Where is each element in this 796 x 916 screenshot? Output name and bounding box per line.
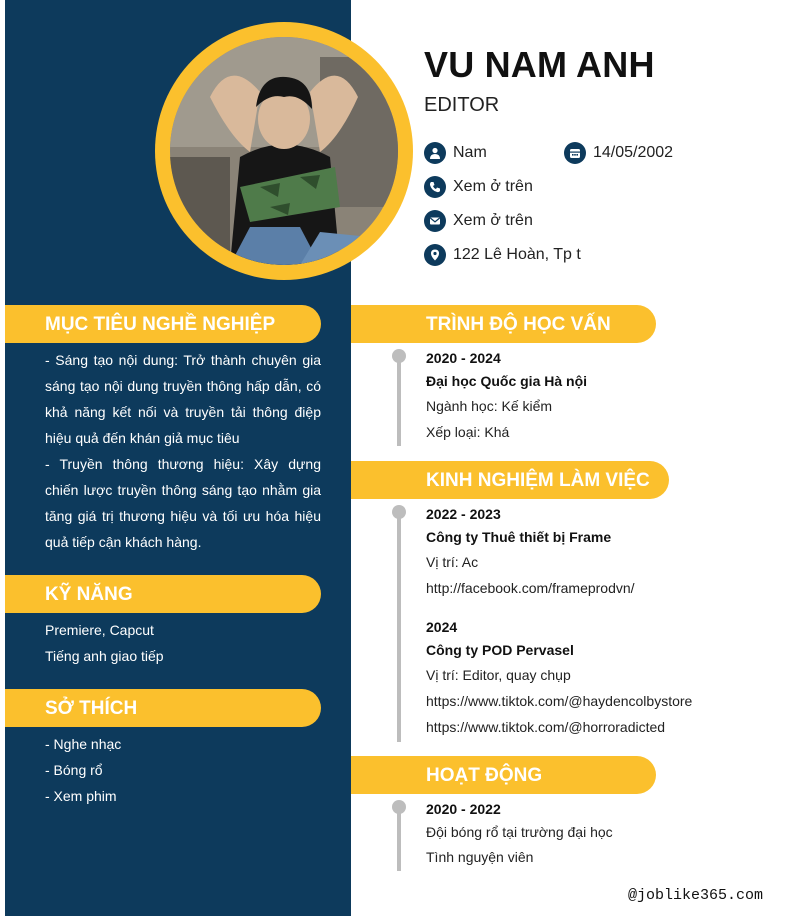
- objective-text: [45, 347, 321, 555]
- info-address: [424, 244, 581, 266]
- activity-item: Tình nguyện viên: [426, 849, 534, 865]
- hobbies-heading: SỞ THÍCH: [5, 689, 321, 727]
- candidate-name: VU NAM ANH: [424, 44, 655, 85]
- watermark: @joblike365.com: [628, 887, 764, 904]
- skill-item: Tiếng anh giao tiếp: [45, 648, 164, 664]
- education-period: 2020 - 2024: [426, 350, 501, 366]
- activities-heading: HOẠT ĐỘNG: [351, 756, 656, 794]
- job-link[interactable]: http://facebook.com/frameprodvn/: [426, 580, 635, 596]
- education-heading: TRÌNH ĐỘ HỌC VẤN: [351, 305, 656, 343]
- email-value: Xem ở trên: [453, 212, 533, 229]
- birthdate-value: 14/05/2002: [593, 144, 674, 161]
- info-email: [424, 210, 533, 232]
- job-link[interactable]: https://www.tiktok.com/@horroradicted: [426, 719, 666, 735]
- gender-value: Nam: [453, 144, 487, 161]
- timeline-line: [397, 512, 401, 742]
- phone-value: Xem ở trên: [453, 178, 533, 195]
- job-position: Vị trí: Editor, quay chụp: [426, 667, 571, 683]
- calendar-icon: [564, 142, 586, 164]
- objective-paragraph: - Truyền thông thương hiệu: Xây dựng chiến lược truyền thông sáng tạo nhằm gia tăng giá trị thương hiệu và tối ưu hóa hiệu quả tiếp cận khách hàng.: [45, 456, 321, 550]
- profile-photo: [170, 37, 398, 265]
- job-company: Công ty Thuê thiết bị Frame: [426, 529, 612, 545]
- experience-heading: KINH NGHIỆM LÀM VIỆC: [351, 461, 669, 499]
- activity-item: Đội bóng rổ tại trường đại học: [426, 824, 613, 840]
- timeline-line: [397, 356, 401, 446]
- user-icon: [424, 142, 446, 164]
- education-major: Ngành học: Kế kiểm: [426, 398, 553, 414]
- hobby-item: - Xem phim: [45, 788, 117, 804]
- info-gender: [424, 142, 487, 164]
- job-period: 2024: [426, 619, 458, 635]
- hobby-item: - Bóng rổ: [45, 762, 103, 778]
- skill-item: Premiere, Capcut: [45, 622, 154, 638]
- objective-heading: MỤC TIÊU NGHỀ NGHIỆP: [5, 305, 321, 343]
- job-position: Vị trí: Ac: [426, 554, 479, 570]
- address-value: 122 Lê Hoàn, Tp t: [453, 246, 581, 263]
- skills-list: [45, 617, 321, 669]
- location-icon: [424, 244, 446, 266]
- hobby-item: - Nghe nhạc: [45, 736, 122, 752]
- job-period: 2022 - 2023: [426, 506, 501, 522]
- mail-icon: [424, 210, 446, 232]
- objective-paragraph: - Sáng tạo nội dung: Trở thành chuyên gia sáng tạo nội dung truyền thông hấp dẫn, có khả năng kết nối và truyền tải thông điệp hiệu quả đến khán giả mục tiêu: [45, 352, 321, 446]
- timeline-line: [397, 807, 401, 871]
- info-birthdate: [564, 142, 673, 164]
- candidate-role: EDITOR: [424, 94, 500, 116]
- skills-heading: KỸ NĂNG: [5, 575, 321, 613]
- activity-period: 2020 - 2022: [426, 801, 501, 817]
- education-grade: Xếp loại: Khá: [426, 424, 510, 440]
- job-company: Công ty POD Pervasel: [426, 642, 574, 658]
- hobbies-list: [45, 731, 321, 809]
- education-school: Đại học Quốc gia Hà nội: [426, 373, 588, 389]
- job-link[interactable]: https://www.tiktok.com/@haydencolbystore: [426, 693, 693, 709]
- info-phone: [424, 176, 533, 198]
- phone-icon: [424, 176, 446, 198]
